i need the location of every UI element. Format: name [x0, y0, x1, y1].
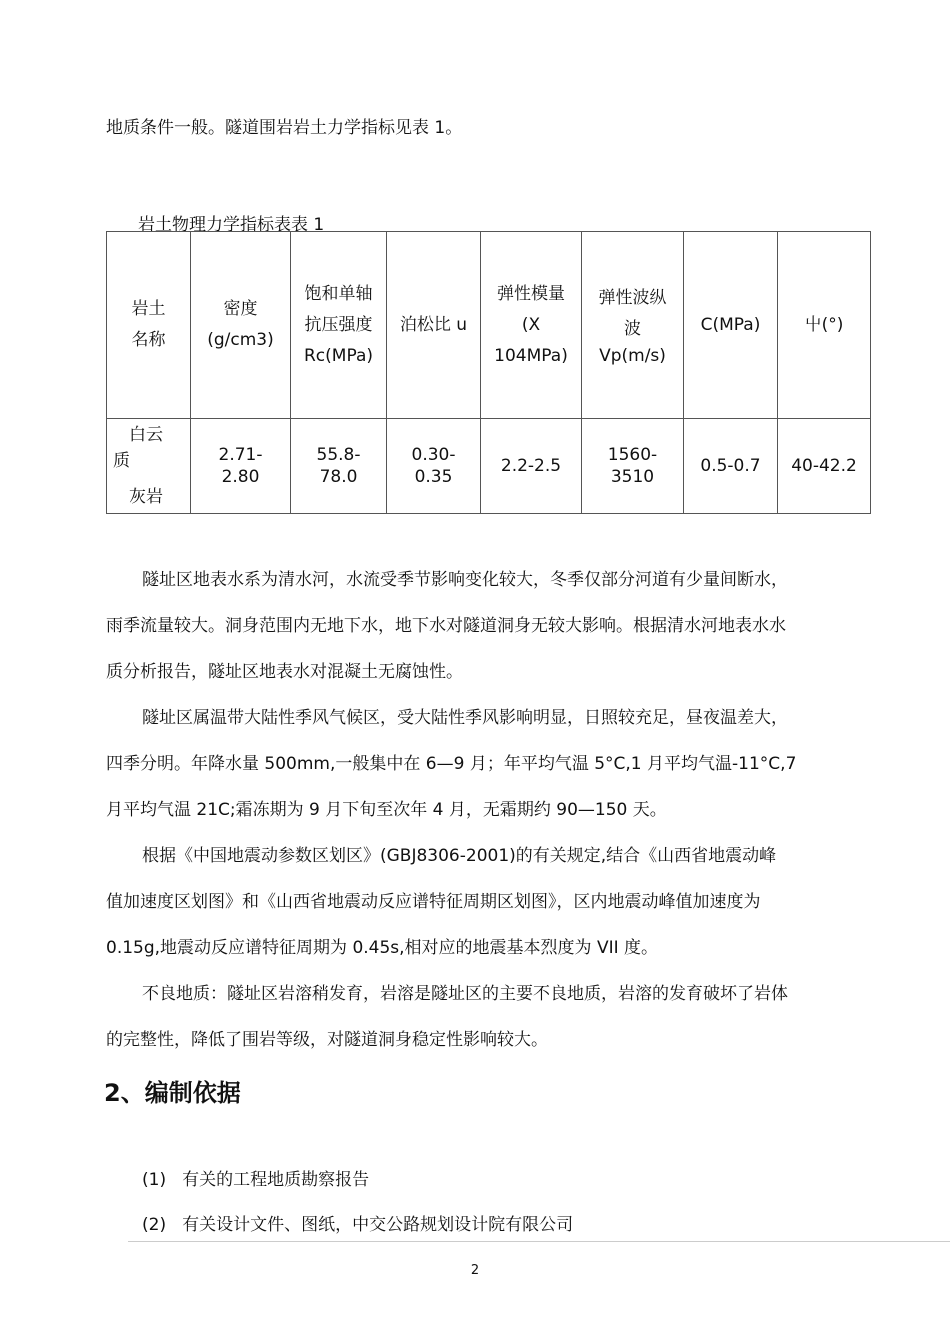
- cell-friction-angle: 40-42.2: [778, 419, 871, 514]
- intro-line: 地质条件一般。隧道围岩岩土力学指标见表 1。: [106, 118, 463, 138]
- header-rock-name: 岩土 名称: [107, 232, 191, 419]
- list-item-text: 有关的工程地质勘察报告: [182, 1170, 370, 1190]
- list-item-number: (1): [142, 1170, 167, 1190]
- header-compressive-strength: 饱和单轴 抗压强度 Rc(MPa): [291, 232, 387, 419]
- paragraph-line: 的完整性，降低了围岩等级，对隧道洞身稳定性影响较大。: [106, 1030, 548, 1050]
- paragraph-line: 隧址区属温带大陆性季风气候区，受大陆性季风影响明显，日照较充足，昼夜温差大，: [142, 708, 788, 728]
- paragraph-line: 不良地质：隧址区岩溶稍发育，岩溶是隧址区的主要不良地质，岩溶的发育破坏了岩体: [142, 984, 788, 1004]
- cell-wave: 1560- 3510: [582, 419, 684, 514]
- list-item-number: (2): [142, 1215, 167, 1235]
- section-number: 2、: [104, 1079, 145, 1107]
- list-item-text: 有关设计文件、图纸，中交公路规划设计院有限公司: [182, 1215, 574, 1235]
- paragraph-line: 隧址区地表水系为清水河，水流受季节影响变化较大，冬季仅部分河道有少量间断水，: [142, 570, 788, 590]
- table-row: [107, 419, 871, 514]
- cell-modulus: 2.2-2.5: [481, 419, 582, 514]
- list-item: [142, 1217, 573, 1234]
- cell-density: 2.71- 2.80: [191, 419, 291, 514]
- cell-rock-name: 白云 质 灰岩: [107, 419, 191, 514]
- section-title: 编制依据: [144, 1079, 241, 1107]
- footer-divider: [128, 1241, 950, 1242]
- paragraph-line: 四季分明。年降水量 500mm,一般集中在 6—9 月；年平均气温 5°C,1 月平均气温-11°C,7: [106, 754, 797, 774]
- paragraph-line: 值加速度区划图》和《山西省地震动反应谱特征周期区划图》，区内地震动峰值加速度为: [106, 892, 761, 912]
- rock-properties-table: [106, 231, 871, 514]
- list-item: [142, 1172, 369, 1189]
- section-heading: [104, 1073, 241, 1108]
- header-friction-angle: 屮(°): [778, 232, 871, 419]
- header-density: 密度 (g/cm3): [191, 232, 291, 419]
- table-header-row: [107, 232, 871, 419]
- header-wave-velocity: 弹性波纵 波 Vp(m/s): [582, 232, 684, 419]
- table-caption: 岩土物理力学指标表表 1: [138, 215, 325, 235]
- header-poisson-ratio: 泊松比 u: [387, 232, 481, 419]
- cell-cohesion: 0.5-0.7: [684, 419, 778, 514]
- paragraph-line: 质分析报告，隧址区地表水对混凝土无腐蚀性。: [106, 662, 463, 682]
- paragraph-line: 根据《中国地震动参数区划区》(GBJ8306-2001)的有关规定,结合《山西省地震动峰: [142, 846, 777, 866]
- header-cohesion: C(MPa): [684, 232, 778, 419]
- paragraph-line: 0.15g,地震动反应谱特征周期为 0.45s,相对应的地震基本烈度为 VII 度。: [106, 938, 659, 958]
- cell-strength: 55.8- 78.0: [291, 419, 387, 514]
- paragraph-line: 雨季流量较大。洞身范围内无地下水，地下水对隧道洞身无较大影响。根据清水河地表水水: [106, 616, 786, 636]
- header-elastic-modulus: 弹性模量 (X 104MPa): [481, 232, 582, 419]
- paragraph-line: 月平均气温 21C;霜冻期为 9 月下旬至次年 4 月，无霜期约 90—150 天。: [106, 800, 667, 820]
- cell-poisson: 0.30- 0.35: [387, 419, 481, 514]
- page-number: 2: [470, 1263, 480, 1278]
